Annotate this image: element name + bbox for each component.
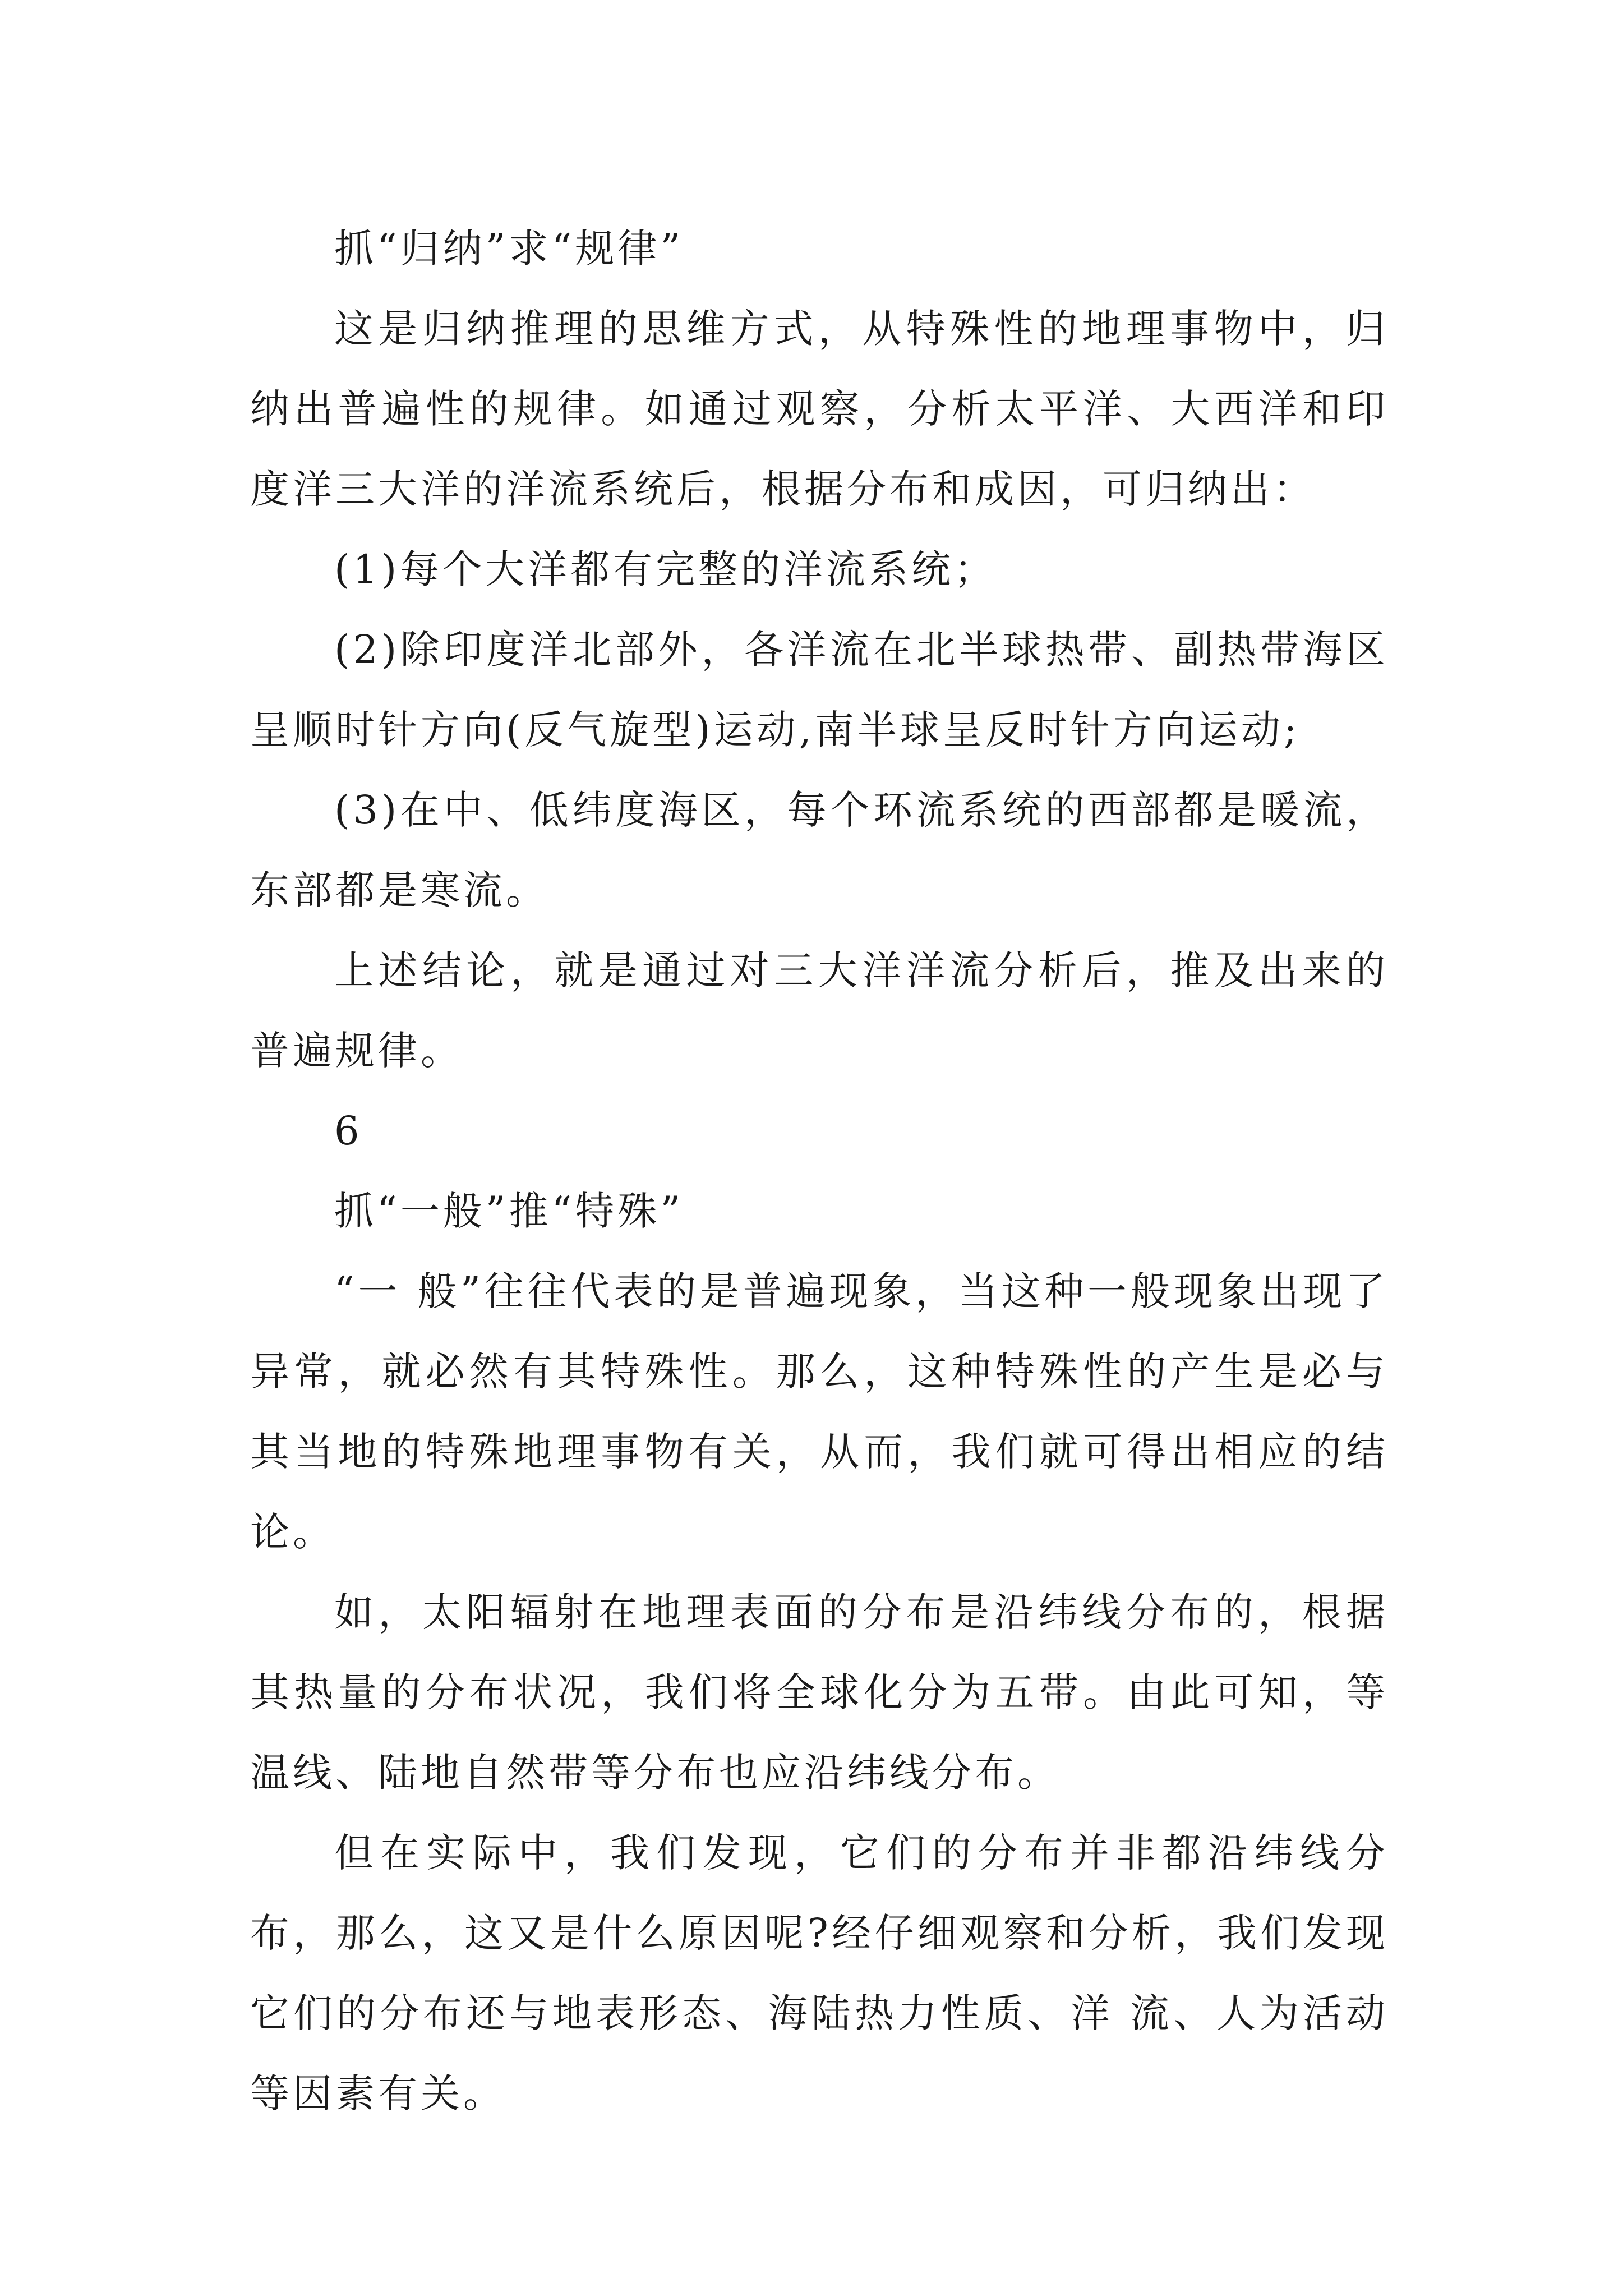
paragraph-induction-intro: 这是归纳推理的思维方式，从特殊性的地理事物中，归纳出普遍性的规律。如通过观察，分析太平洋、大西洋和印度洋三大洋的洋流系统后，根据分布和成因，可归纳出：: [250, 306, 1389, 512]
paragraph-conclusion: 上述结论，就是通过对三大洋洋流分析后，推及出来的普遍规律。: [250, 947, 1389, 1074]
list-item-1: (1)每个大洋都有完整的洋流系统；: [334, 546, 997, 592]
list-item-2: (2)除印度洋北部外，各洋流在北半球热带、副热带海区呈顺时针方向(反气旋型)运动,南半球呈反时针方向运动;: [250, 627, 1389, 753]
paragraph-example-reality: 但在实际中，我们发现，它们的分布并非都沿纬线分布，那么，这又是什么原因呢?经仔细观察和分析，我们发现它们的分布还与地表形态、海陆热力性质、洋 流、人为活动等因素有关。: [250, 1830, 1389, 2116]
paragraph-general-intro: “一 般”往往代表的是普遍现象，当这种一般现象出现了异常，就必然有其特殊性。那么，这种特殊性的产生是必与其当地的特殊地理事物有关，从而，我们就可得出相应的结论。: [250, 1268, 1389, 1555]
document-body: [250, 209, 1389, 2134]
section-heading-general: 抓“一般”推“特殊”: [334, 1188, 684, 1234]
section-number: 6: [334, 1108, 359, 1154]
list-item-3: (3)在中、低纬度海区，每个环流系统的西部都是暖流，东部都是寒流。: [250, 787, 1389, 913]
section-heading-induction: 抓“归纳”求“规律”: [334, 226, 684, 272]
paragraph-example-radiation: 如，太阳辐射在地理表面的分布是沿纬线分布的，根据其热量的分布状况，我们将全球化分为五带。由此可知，等温线、陆地自然带等分布也应沿纬线分布。: [250, 1589, 1389, 1796]
